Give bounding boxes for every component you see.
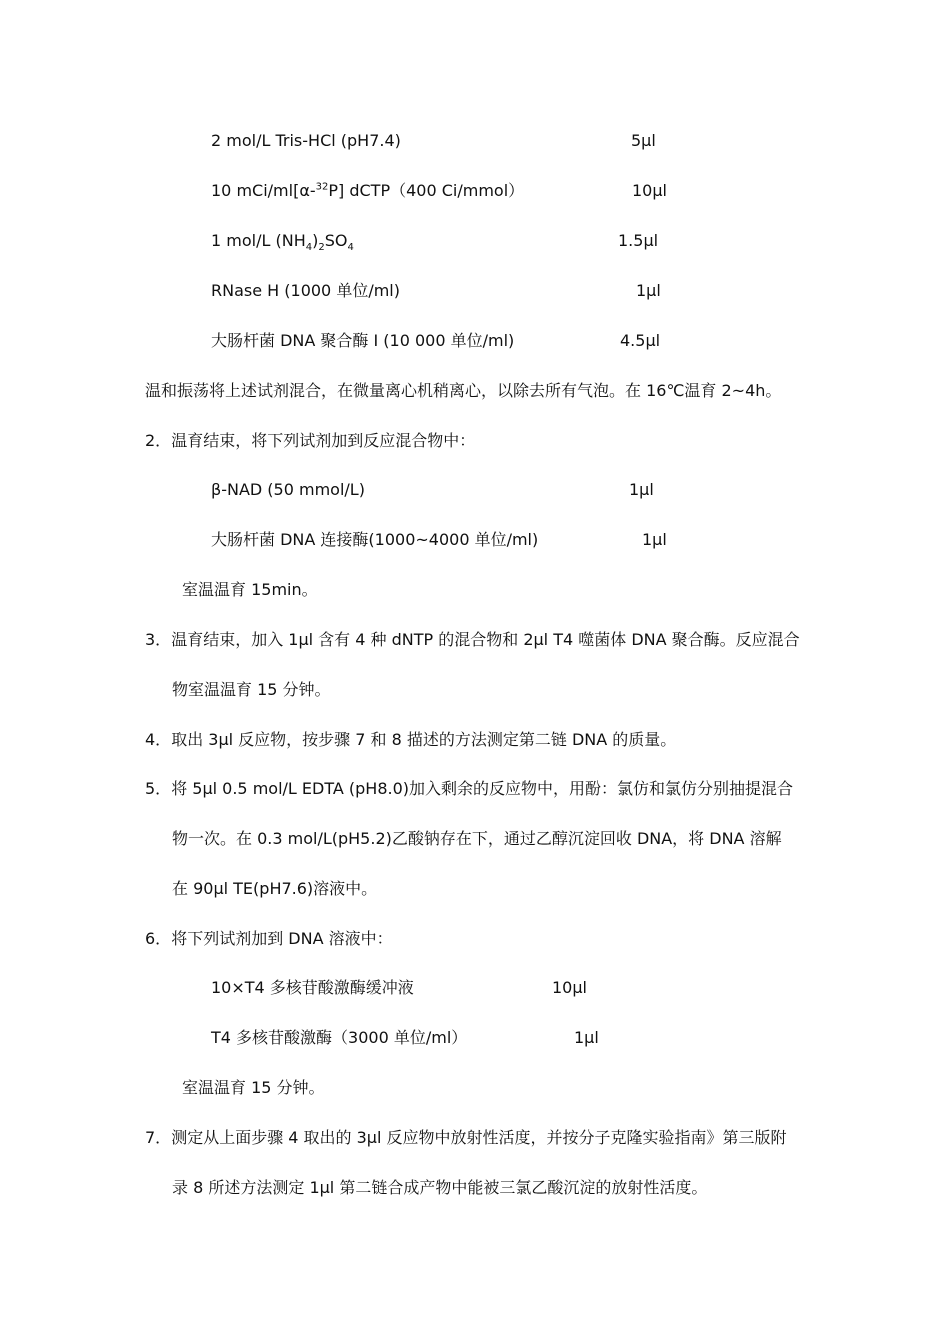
reagent-amount-ammonium-sulfate: 1.5μl bbox=[618, 231, 659, 250]
reagent-name-tris: 2 mol/L Tris-HCl (pH7.4) bbox=[211, 131, 401, 150]
paragraph-mix: 温和振荡将上述试剂混合，在微量离心机稍离心，以除去所有气泡。在 16℃温育 2~4h。 bbox=[145, 381, 782, 400]
step-5-line-2: 物一次。在 0.3 mol/L(pH5.2)乙酸钠存在下，通过乙醇沉淀回收 DNA，将 DNA 溶解 bbox=[172, 829, 782, 848]
step-6: 6．将下列试剂加到 DNA 溶液中： bbox=[145, 929, 393, 948]
step-5-line-1: 5．将 5μl 0.5 mol/L EDTA (pH8.0)加入剩余的反应物中，用酚：氯仿和氯仿分别抽提混合 bbox=[145, 779, 794, 798]
step-7-line-2: 录 8 所述方法测定 1μl 第二链合成产物中能被三氯乙酸沉淀的放射性活度。 bbox=[172, 1178, 708, 1197]
reagent-name-dna-pol-i: 大肠杆菌 DNA 聚合酶 I (10 000 单位/ml) bbox=[211, 331, 515, 350]
reagent-amount-dctp: 10μl bbox=[632, 181, 667, 200]
reagent-amount-nad: 1μl bbox=[629, 480, 654, 499]
reagent-amount-tris: 5μl bbox=[631, 131, 656, 150]
reagent-name-ammonium-sulfate: 1 mol/L $(NH_4)_2SO_4$ bbox=[211, 231, 354, 254]
step-6-note: 室温温育 15 分钟。 bbox=[182, 1078, 325, 1097]
reagent-name-dctp: 10 mCi/ml[α-$^{32}$P] dCTP（400 Ci/mmol） bbox=[211, 181, 525, 200]
reagent-name-kinase-buffer: 10×T4 多核苷酸激酶缓冲液 bbox=[211, 978, 414, 997]
step-number: 2． bbox=[145, 431, 172, 450]
reagent-name-kinase: T4 多核苷酸激酶（3000 单位/ml） bbox=[211, 1028, 468, 1047]
reagent-name-rnase-h: RNase H (1000 单位/ml) bbox=[211, 281, 400, 300]
step-number: 6． bbox=[145, 929, 172, 948]
step-2-note: 室温温育 15min。 bbox=[182, 580, 318, 599]
step-7-line-1: 7．测定从上面步骤 4 取出的 3μl 反应物中放射性活度，并按分子克隆实验指南》第三版附 bbox=[145, 1128, 787, 1147]
reagent-amount-rnase-h: 1μl bbox=[636, 281, 661, 300]
reagent-amount-kinase-buffer: 10μl bbox=[552, 978, 587, 997]
reagent-amount-kinase: 1μl bbox=[574, 1028, 599, 1047]
step-number: 7． bbox=[145, 1128, 172, 1147]
reagent-name-dna-ligase: 大肠杆菌 DNA 连接酶(1000~4000 单位/ml) bbox=[211, 530, 539, 549]
step-number: 3． bbox=[145, 630, 172, 649]
step-3-line-2: 物室温温育 15 分钟。 bbox=[172, 680, 331, 699]
step-number: 4． bbox=[145, 730, 172, 749]
reagent-name-nad: β-NAD (50 mmol/L) bbox=[211, 480, 365, 499]
step-5-line-3: 在 90μl TE(pH7.6)溶液中。 bbox=[172, 879, 378, 898]
reagent-amount-dna-pol-i: 4.5μl bbox=[620, 331, 661, 350]
step-number: 5． bbox=[145, 779, 172, 798]
step-2 bbox=[145, 431, 475, 451]
step-4: 4．取出 3μl 反应物，按步骤 7 和 8 描述的方法测定第二链 DNA 的质量。 bbox=[145, 730, 677, 749]
step-text: 温育结束，将下列试剂加到反应混合物中： bbox=[171, 431, 476, 450]
step-3-line-1: 3．温育结束，加入 1μl 含有 4 种 dNTP 的混合物和 2μl T4 噬菌体 DNA 聚合酶。反应混合 bbox=[145, 630, 800, 649]
reagent-amount-dna-ligase: 1μl bbox=[642, 530, 667, 549]
